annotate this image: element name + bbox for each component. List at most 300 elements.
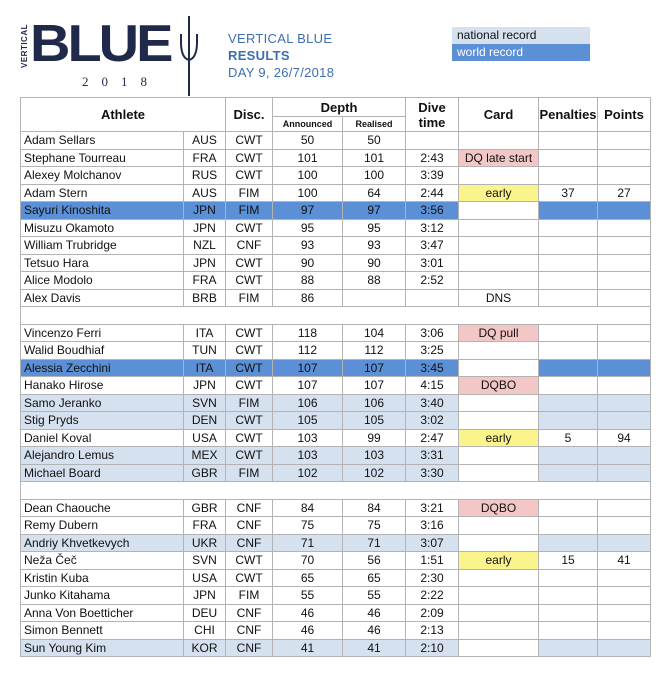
header-dive-time — [406, 98, 459, 132]
announced-depth-cell: 97 — [273, 202, 343, 220]
points-cell — [598, 132, 651, 150]
athlete-name-cell: Andriy Khvetkevych — [21, 534, 184, 552]
announced-depth-cell: 93 — [273, 237, 343, 255]
country-code-cell: KOR — [184, 639, 226, 657]
table-row — [21, 237, 651, 255]
penalties-cell — [539, 377, 598, 395]
penalties-cell — [539, 499, 598, 517]
discipline-cell: CWT — [226, 447, 273, 465]
athlete-name-cell: Alice Modolo — [21, 272, 184, 290]
penalties-cell — [539, 132, 598, 150]
country-code-cell: UKR — [184, 534, 226, 552]
penalties-cell — [539, 517, 598, 535]
card-cell: DNS — [459, 289, 539, 307]
penalties-cell — [539, 359, 598, 377]
table-row — [21, 149, 651, 167]
dive-time-cell: 2:30 — [406, 569, 459, 587]
country-code-cell: FRA — [184, 272, 226, 290]
dive-time-cell: 3:01 — [406, 254, 459, 272]
points-cell — [598, 377, 651, 395]
dive-time-cell: 3:12 — [406, 219, 459, 237]
table-row — [21, 429, 651, 447]
penalties-cell — [539, 394, 598, 412]
table-row — [21, 587, 651, 605]
announced-depth-cell: 75 — [273, 517, 343, 535]
table-row — [21, 499, 651, 517]
spacer-cell — [184, 307, 226, 325]
athlete-name-cell: Daniel Koval — [21, 429, 184, 447]
realised-depth-cell: 93 — [343, 237, 406, 255]
athlete-name-cell: Hanako Hirose — [21, 377, 184, 395]
points-cell — [598, 272, 651, 290]
realised-depth-cell: 95 — [343, 219, 406, 237]
penalties-cell — [539, 272, 598, 290]
discipline-cell: CNF — [226, 517, 273, 535]
penalties-cell — [539, 587, 598, 605]
card-cell — [459, 517, 539, 535]
dive-time-cell: 2:44 — [406, 184, 459, 202]
discipline-cell: CWT — [226, 569, 273, 587]
table-row — [21, 132, 651, 150]
announced-depth-cell: 50 — [273, 132, 343, 150]
country-code-cell: JPN — [184, 202, 226, 220]
announced-depth-cell: 70 — [273, 552, 343, 570]
country-code-cell: JPN — [184, 587, 226, 605]
points-cell — [598, 499, 651, 517]
points-cell — [598, 219, 651, 237]
points-cell — [598, 202, 651, 220]
penalties-cell — [539, 412, 598, 430]
dive-time-cell: 2:10 — [406, 639, 459, 657]
legend-national-record: national record — [452, 27, 590, 44]
athlete-name-cell: Vincenzo Ferri — [21, 324, 184, 342]
table-row — [21, 167, 651, 185]
points-cell — [598, 342, 651, 360]
country-code-cell: ITA — [184, 324, 226, 342]
athlete-name-cell: Alessia Zecchini — [21, 359, 184, 377]
dive-time-cell: 2:13 — [406, 622, 459, 640]
athlete-name-cell: Stig Pryds — [21, 412, 184, 430]
athlete-name-cell: William Trubridge — [21, 237, 184, 255]
announced-depth-cell: 86 — [273, 289, 343, 307]
country-code-cell: MEX — [184, 447, 226, 465]
discipline-cell: FIM — [226, 464, 273, 482]
discipline-cell: CNF — [226, 639, 273, 657]
announced-depth-cell: 106 — [273, 394, 343, 412]
realised-depth-cell: 71 — [343, 534, 406, 552]
discipline-cell: CNF — [226, 534, 273, 552]
card-cell — [459, 167, 539, 185]
athlete-name-cell: Anna Von Boetticher — [21, 604, 184, 622]
discipline-cell: CWT — [226, 324, 273, 342]
announced-depth-cell: 100 — [273, 184, 343, 202]
realised-depth-cell: 88 — [343, 272, 406, 290]
logo-year: 2018 — [82, 74, 160, 89]
card-cell — [459, 639, 539, 657]
country-code-cell: JPN — [184, 377, 226, 395]
dive-time-cell: 2:52 — [406, 272, 459, 290]
header-realised: Realised — [343, 117, 406, 132]
points-cell — [598, 639, 651, 657]
trident-icon — [178, 12, 200, 98]
spacer-cell — [459, 482, 539, 500]
table-row — [21, 219, 651, 237]
dive-time-cell — [406, 132, 459, 150]
card-cell: early — [459, 184, 539, 202]
announced-depth-cell: 46 — [273, 622, 343, 640]
card-cell — [459, 622, 539, 640]
country-code-cell: JPN — [184, 219, 226, 237]
logo-word: BLUE — [30, 14, 171, 73]
penalties-cell — [539, 534, 598, 552]
points-cell — [598, 569, 651, 587]
penalties-cell — [539, 149, 598, 167]
logo-side-text: VERTICAL — [20, 24, 29, 68]
country-code-cell: RUS — [184, 167, 226, 185]
country-code-cell: SVN — [184, 552, 226, 570]
points-cell — [598, 324, 651, 342]
results-body — [21, 132, 651, 657]
athlete-name-cell: Alejandro Lemus — [21, 447, 184, 465]
discipline-cell: CWT — [226, 219, 273, 237]
header-depth: Depth — [273, 98, 406, 117]
table-row — [21, 184, 651, 202]
spacer-cell — [343, 307, 406, 325]
dive-time-cell — [406, 289, 459, 307]
spacer-cell — [21, 307, 184, 325]
table-row — [21, 604, 651, 622]
realised-depth-cell: 50 — [343, 132, 406, 150]
penalties-cell — [539, 639, 598, 657]
athlete-name-cell: Junko Kitahama — [21, 587, 184, 605]
card-cell: early — [459, 429, 539, 447]
announced-depth-cell: 46 — [273, 604, 343, 622]
header-card: Card — [459, 98, 539, 132]
country-code-cell: DEN — [184, 412, 226, 430]
discipline-cell: CWT — [226, 167, 273, 185]
table-row — [21, 394, 651, 412]
athlete-name-cell: Samo Jeranko — [21, 394, 184, 412]
card-cell: DQBO — [459, 377, 539, 395]
country-code-cell: FRA — [184, 149, 226, 167]
discipline-cell: CWT — [226, 359, 273, 377]
points-cell — [598, 464, 651, 482]
header-time: time — [418, 114, 446, 130]
penalties-cell — [539, 622, 598, 640]
realised-depth-cell: 65 — [343, 569, 406, 587]
card-cell: early — [459, 552, 539, 570]
discipline-cell: CWT — [226, 149, 273, 167]
announced-depth-cell: 90 — [273, 254, 343, 272]
athlete-name-cell: Sayuri Kinoshita — [21, 202, 184, 220]
dive-time-cell: 2:47 — [406, 429, 459, 447]
header-announced: Announced — [273, 117, 343, 132]
announced-depth-cell: 88 — [273, 272, 343, 290]
points-cell — [598, 622, 651, 640]
card-cell — [459, 359, 539, 377]
points-cell: 41 — [598, 552, 651, 570]
penalties-cell — [539, 237, 598, 255]
legend-world-record: world record — [452, 44, 590, 61]
spacer-cell — [539, 482, 598, 500]
results-table — [20, 97, 651, 657]
table-row — [21, 622, 651, 640]
realised-depth-cell: 99 — [343, 429, 406, 447]
athlete-name-cell: Alexey Molchanov — [21, 167, 184, 185]
discipline-cell: CNF — [226, 499, 273, 517]
athlete-name-cell: Misuzu Okamoto — [21, 219, 184, 237]
spacer-cell — [598, 307, 651, 325]
points-cell — [598, 412, 651, 430]
points-cell — [598, 359, 651, 377]
table-row — [21, 359, 651, 377]
country-code-cell: TUN — [184, 342, 226, 360]
country-code-cell: USA — [184, 569, 226, 587]
header-disc: Disc. — [226, 98, 273, 132]
announced-depth-cell: 41 — [273, 639, 343, 657]
realised-depth-cell: 104 — [343, 324, 406, 342]
discipline-cell: FIM — [226, 202, 273, 220]
points-cell — [598, 394, 651, 412]
realised-depth-cell: 101 — [343, 149, 406, 167]
spacer-cell — [184, 482, 226, 500]
penalties-cell — [539, 254, 598, 272]
discipline-cell: CNF — [226, 237, 273, 255]
realised-depth-cell: 46 — [343, 622, 406, 640]
discipline-cell: CWT — [226, 429, 273, 447]
card-cell: DQ pull — [459, 324, 539, 342]
group-spacer — [21, 307, 651, 325]
discipline-cell: CWT — [226, 132, 273, 150]
header-points: Points — [598, 98, 651, 132]
spacer-cell — [21, 482, 184, 500]
discipline-cell: CWT — [226, 272, 273, 290]
country-code-cell: DEU — [184, 604, 226, 622]
card-cell — [459, 342, 539, 360]
table-row — [21, 324, 651, 342]
athlete-name-cell: Adam Sellars — [21, 132, 184, 150]
header-dive: Dive — [418, 99, 446, 115]
card-cell: DQBO — [459, 499, 539, 517]
country-code-cell: GBR — [184, 499, 226, 517]
discipline-cell: FIM — [226, 184, 273, 202]
spacer-cell — [273, 482, 343, 500]
realised-depth-cell — [343, 289, 406, 307]
card-cell — [459, 272, 539, 290]
country-code-cell: NZL — [184, 237, 226, 255]
table-row — [21, 534, 651, 552]
table-row — [21, 272, 651, 290]
spacer-cell — [459, 307, 539, 325]
athlete-name-cell: Sun Young Kim — [21, 639, 184, 657]
dive-time-cell: 3:45 — [406, 359, 459, 377]
dive-time-cell: 2:09 — [406, 604, 459, 622]
announced-depth-cell: 101 — [273, 149, 343, 167]
realised-depth-cell: 100 — [343, 167, 406, 185]
realised-depth-cell: 107 — [343, 359, 406, 377]
athlete-name-cell: Tetsuo Hara — [21, 254, 184, 272]
card-cell — [459, 412, 539, 430]
card-cell — [459, 132, 539, 150]
athlete-name-cell: Stephane Tourreau — [21, 149, 184, 167]
dive-time-cell: 3:30 — [406, 464, 459, 482]
country-code-cell: BRB — [184, 289, 226, 307]
spacer-cell — [226, 307, 273, 325]
athlete-name-cell: Kristin Kuba — [21, 569, 184, 587]
realised-depth-cell: 56 — [343, 552, 406, 570]
card-cell — [459, 534, 539, 552]
country-code-cell: GBR — [184, 464, 226, 482]
event-title: VERTICAL BLUE — [228, 31, 333, 46]
spacer-cell — [598, 482, 651, 500]
announced-depth-cell: 112 — [273, 342, 343, 360]
card-cell: DQ late start — [459, 149, 539, 167]
dive-time-cell: 3:07 — [406, 534, 459, 552]
announced-depth-cell: 118 — [273, 324, 343, 342]
dive-time-cell: 3:39 — [406, 167, 459, 185]
announced-depth-cell: 71 — [273, 534, 343, 552]
country-code-cell: AUS — [184, 184, 226, 202]
points-cell — [598, 517, 651, 535]
realised-depth-cell: 75 — [343, 517, 406, 535]
card-cell — [459, 237, 539, 255]
penalties-cell — [539, 447, 598, 465]
penalties-cell — [539, 289, 598, 307]
card-cell — [459, 394, 539, 412]
announced-depth-cell: 65 — [273, 569, 343, 587]
day-date: DAY 9, 26/7/2018 — [228, 65, 335, 80]
country-code-cell: AUS — [184, 132, 226, 150]
dive-time-cell: 3:21 — [406, 499, 459, 517]
discipline-cell: CWT — [226, 254, 273, 272]
realised-depth-cell: 55 — [343, 587, 406, 605]
athlete-name-cell: Neža Čeč — [21, 552, 184, 570]
penalties-cell — [539, 202, 598, 220]
country-code-cell: FRA — [184, 517, 226, 535]
announced-depth-cell: 107 — [273, 359, 343, 377]
table-row — [21, 552, 651, 570]
penalties-cell — [539, 342, 598, 360]
card-cell — [459, 569, 539, 587]
spacer-cell — [273, 307, 343, 325]
record-legend — [452, 27, 590, 61]
discipline-cell: CWT — [226, 412, 273, 430]
points-cell — [598, 447, 651, 465]
announced-depth-cell: 103 — [273, 447, 343, 465]
athlete-name-cell: Adam Stern — [21, 184, 184, 202]
dive-time-cell: 2:22 — [406, 587, 459, 605]
penalties-cell: 15 — [539, 552, 598, 570]
discipline-cell: CNF — [226, 604, 273, 622]
table-row — [21, 377, 651, 395]
points-cell — [598, 167, 651, 185]
dive-time-cell: 2:43 — [406, 149, 459, 167]
header-penalties: Penalties — [539, 98, 598, 132]
spacer-cell — [539, 307, 598, 325]
points-cell — [598, 534, 651, 552]
header-athlete: Athlete — [21, 98, 226, 132]
country-code-cell: ITA — [184, 359, 226, 377]
penalties-cell: 37 — [539, 184, 598, 202]
points-cell: 94 — [598, 429, 651, 447]
table-row — [21, 569, 651, 587]
announced-depth-cell: 100 — [273, 167, 343, 185]
announced-depth-cell: 102 — [273, 464, 343, 482]
spacer-cell — [406, 307, 459, 325]
table-row — [21, 639, 651, 657]
announced-depth-cell: 107 — [273, 377, 343, 395]
athlete-name-cell: Simon Bennett — [21, 622, 184, 640]
penalties-cell: 5 — [539, 429, 598, 447]
dive-time-cell: 3:40 — [406, 394, 459, 412]
spacer-cell — [406, 482, 459, 500]
card-cell — [459, 604, 539, 622]
dive-time-cell: 3:31 — [406, 447, 459, 465]
table-row — [21, 202, 651, 220]
country-code-cell: JPN — [184, 254, 226, 272]
penalties-cell — [539, 464, 598, 482]
results-title: RESULTS — [228, 48, 290, 63]
table-row — [21, 412, 651, 430]
card-cell — [459, 254, 539, 272]
realised-depth-cell: 97 — [343, 202, 406, 220]
card-cell — [459, 219, 539, 237]
dive-time-cell: 3:25 — [406, 342, 459, 360]
discipline-cell: FIM — [226, 289, 273, 307]
penalties-cell — [539, 604, 598, 622]
announced-depth-cell: 55 — [273, 587, 343, 605]
vertical-blue-logo — [18, 12, 208, 89]
country-code-cell: SVN — [184, 394, 226, 412]
athlete-name-cell: Remy Dubern — [21, 517, 184, 535]
discipline-cell: FIM — [226, 587, 273, 605]
dive-time-cell: 3:16 — [406, 517, 459, 535]
points-cell — [598, 289, 651, 307]
athlete-name-cell: Michael Board — [21, 464, 184, 482]
points-cell — [598, 254, 651, 272]
country-code-cell: USA — [184, 429, 226, 447]
table-row — [21, 289, 651, 307]
athlete-name-cell: Walid Boudhiaf — [21, 342, 184, 360]
realised-depth-cell: 41 — [343, 639, 406, 657]
athlete-name-cell: Alex Davis — [21, 289, 184, 307]
table-row — [21, 254, 651, 272]
table-row — [21, 342, 651, 360]
points-cell: 27 — [598, 184, 651, 202]
discipline-cell: CWT — [226, 552, 273, 570]
realised-depth-cell: 107 — [343, 377, 406, 395]
penalties-cell — [539, 219, 598, 237]
announced-depth-cell: 105 — [273, 412, 343, 430]
card-cell — [459, 464, 539, 482]
card-cell — [459, 202, 539, 220]
dive-time-cell: 3:56 — [406, 202, 459, 220]
penalties-cell — [539, 324, 598, 342]
card-cell — [459, 587, 539, 605]
realised-depth-cell: 46 — [343, 604, 406, 622]
group-spacer — [21, 482, 651, 500]
penalties-cell — [539, 569, 598, 587]
realised-depth-cell: 103 — [343, 447, 406, 465]
discipline-cell: FIM — [226, 394, 273, 412]
discipline-cell: CNF — [226, 622, 273, 640]
points-cell — [598, 237, 651, 255]
spacer-cell — [226, 482, 273, 500]
realised-depth-cell: 64 — [343, 184, 406, 202]
realised-depth-cell: 112 — [343, 342, 406, 360]
card-cell — [459, 447, 539, 465]
announced-depth-cell: 95 — [273, 219, 343, 237]
